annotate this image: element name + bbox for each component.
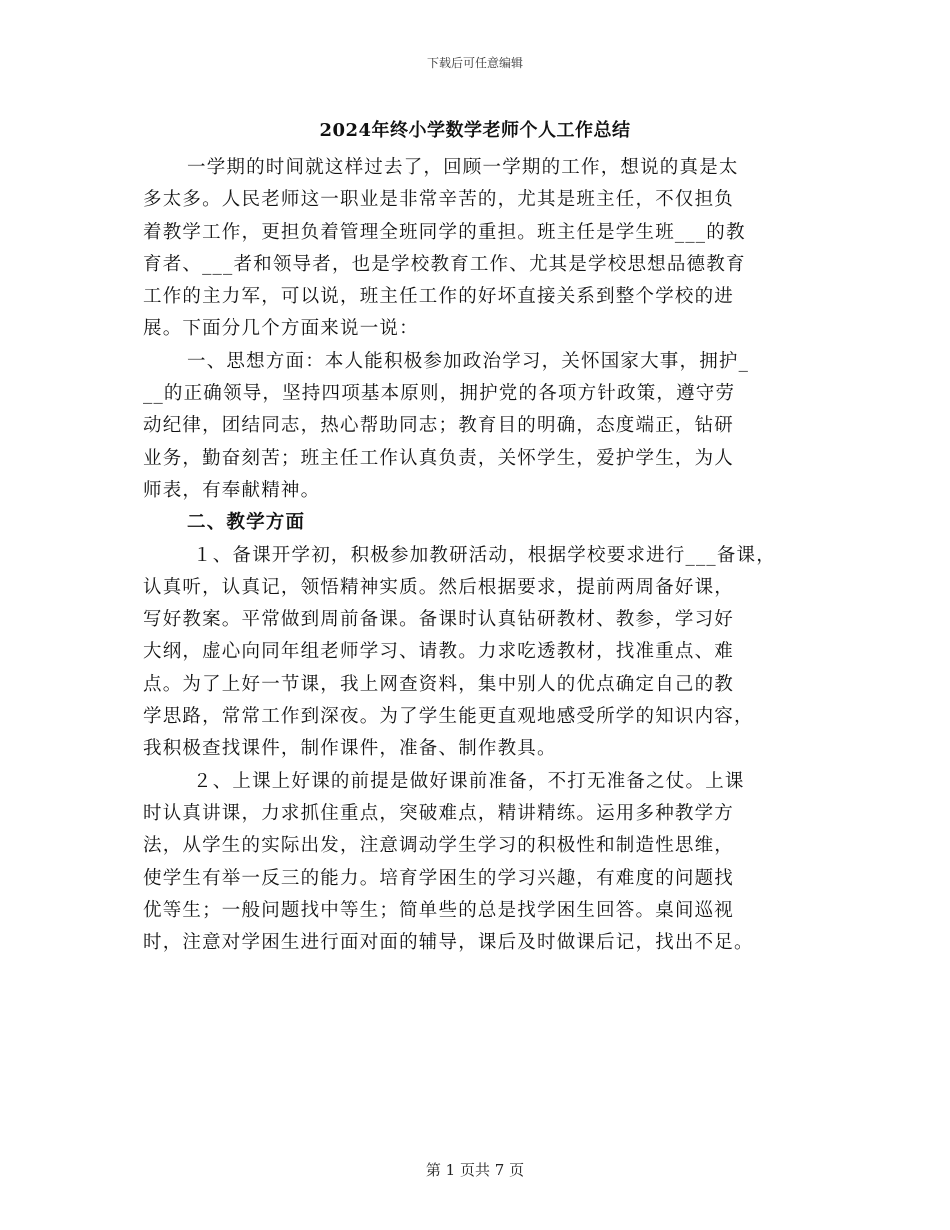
paragraph-line: 多太多。人民老师这一职业是非常辛苦的，尤其是班主任，不仅担负	[143, 189, 735, 211]
section-heading: 二、教学方面	[187, 512, 306, 534]
paragraph-line: 优等生；一般问题找中等生；简单些的总是找学困生回答。桌间巡视	[143, 899, 735, 921]
paragraph-line: 业务，勤奋刻苦；班主任工作认真负责，关怀学生，爱护学生，为人	[143, 447, 735, 469]
paragraph-line: １、备课开学初，积极参加教研活动，根据学校要求进行___备课，	[193, 544, 776, 566]
paragraph-line: __的正确领导，坚持四项基本原则，拥护党的各项方针政策，遵守劳	[143, 383, 736, 405]
paragraph-line: 时，注意对学困生进行面对面的辅导，课后及时做课后记，找出不足。	[143, 932, 754, 954]
header-note: 下载后可任意编辑	[426, 56, 523, 70]
paragraph-line: 一学期的时间就这样过去了，回顾一学期的工作，想说的真是太	[187, 157, 739, 178]
paragraph-line: 着教学工作，更担负着管理全班同学的重担。班主任是学生班___的教	[143, 221, 746, 243]
page-number-footer: 第 1 页共 7 页	[425, 1161, 525, 1179]
paragraph-line: ２、上课上好课的前提是做好课前准备，不打无准备之仗。上课	[193, 770, 745, 792]
paragraph-line: 写好教案。平常做到周前备课。备课时认真钻研教材、教参，学习好	[143, 609, 735, 631]
paragraph-line: 工作的主力军，可以说，班主任工作的好坏直接关系到整个学校的进	[143, 286, 735, 308]
document-body	[143, 152, 823, 959]
paragraph-line: 大纲，虚心向同年组老师学习、请教。力求吃透教材，找准重点、难	[143, 641, 735, 663]
paragraph-line: 师表，有奉献精神。	[143, 479, 321, 501]
paragraph-line: 动纪律，团结同志，热心帮助同志；教育目的明确，态度端正，钻研	[143, 415, 735, 437]
paragraph-line: 一、思想方面：本人能积极参加政治学习，关怀国家大事，拥护_	[187, 350, 750, 372]
paragraph-line: 点。为了上好一节课，我上网查资料，集中别人的优点确定自己的教	[143, 673, 735, 695]
paragraph-line: 认真听，认真记，领悟精神实质。然后根据要求，提前两周备好课，	[143, 576, 735, 598]
paragraph-line: 学思路，常常工作到深夜。为了学生能更直观地感受所学的知识内容，	[143, 706, 754, 728]
paragraph-line: 法，从学生的实际出发，注意调动学生学习的积极性和制造性思维，	[143, 835, 735, 857]
paragraph-line: 使学生有举一反三的能力。培育学困生的学习兴趣，有难度的问题找	[143, 867, 735, 889]
paragraph-line: 展。下面分几个方面来说一说：	[143, 318, 419, 340]
paragraph-line: 育者、___者和领导者，也是学校教育工作、尤其是学校思想品德教育	[143, 253, 746, 275]
document-title: 2024年终小学数学老师个人工作总结	[319, 120, 631, 141]
paragraph-line: 我积极查找课件，制作课件，准备、制作教具。	[143, 738, 557, 760]
paragraph-line: 时认真讲课，力求抓住重点，突破难点，精讲精练。运用多种教学方	[143, 802, 735, 824]
